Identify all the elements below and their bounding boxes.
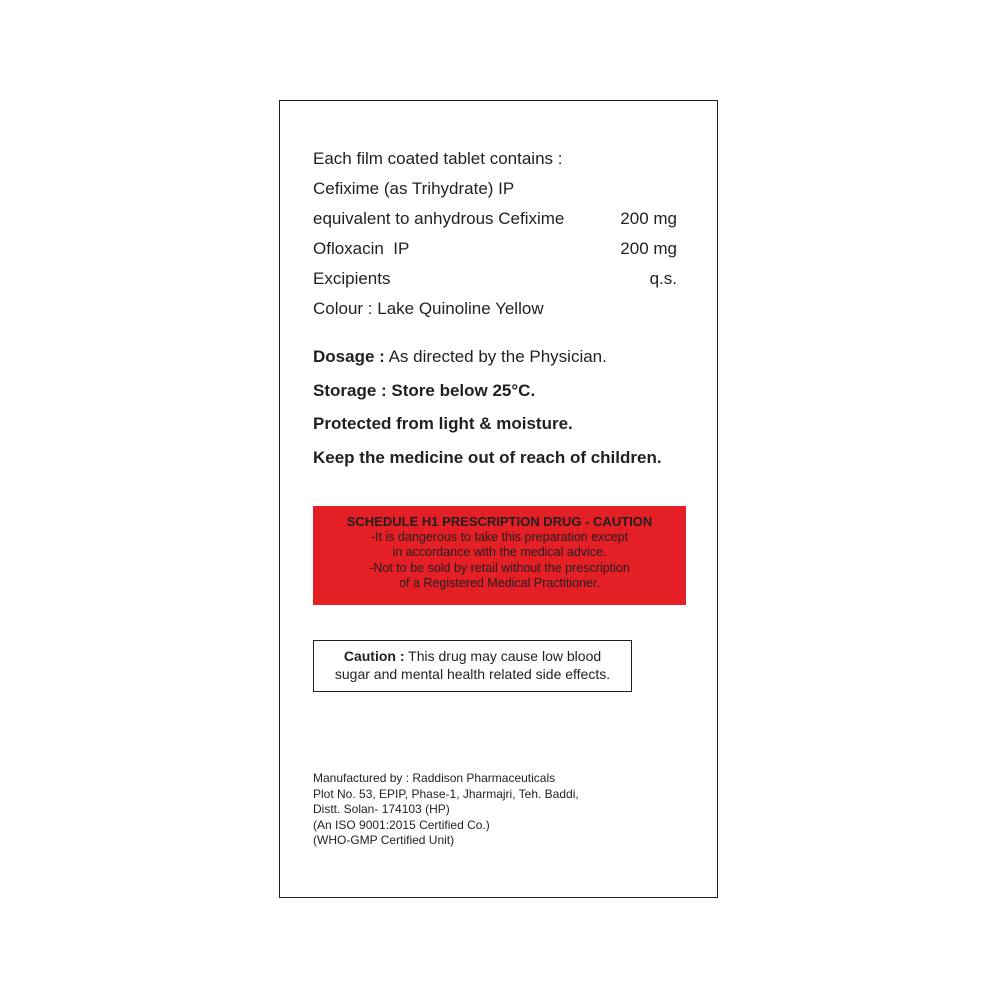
composition-equivalent-qty: 200 mg (620, 209, 677, 228)
caution-text-1: This drug may cause low blood (404, 648, 602, 664)
protect-line: Protected from light & moisture. (313, 414, 573, 433)
composition-colour: Colour : Lake Quinoline Yellow (313, 299, 544, 318)
schedule-line-1: -It is dangerous to take this preparation except (370, 529, 629, 544)
manufacturer-line-2: Plot No. 53, EPIP, Phase-1, Jharmajri, Teh. Baddi, (313, 786, 579, 801)
composition-excipients-row (313, 269, 677, 289)
manufacturer-block (313, 771, 579, 849)
caution-text-2: sugar and mental health related side effects. (334, 666, 611, 682)
composition-cefixime: Cefixime (as Trihydrate) IP (313, 179, 515, 198)
storage-line: Storage : Store below 25°C. (313, 381, 536, 400)
caution-box (313, 640, 632, 692)
schedule-line-3: -Not to be sold by retail without the prescription (369, 560, 630, 575)
schedule-line-4: of a Registered Medical Practitioner. (399, 576, 600, 590)
manufacturer-line-5: (WHO-GMP Certified Unit) (313, 833, 455, 848)
composition-excipients-text: Excipients (313, 269, 391, 288)
composition-equivalent-text: equivalent to anhydrous Cefixime (313, 209, 565, 228)
manufacturer-line-1: Manufactured by : Raddison Pharmaceuticals (313, 771, 556, 785)
dosage-text: As directed by the Physician. (384, 347, 607, 366)
composition-ofloxacin-text: Ofloxacin IP (313, 239, 410, 258)
schedule-h1-warning-box (313, 506, 686, 605)
dosage-label: Dosage : (313, 347, 385, 366)
keep-away-line: Keep the medicine out of reach of children. (313, 448, 662, 467)
caution-label: Caution : (343, 648, 405, 664)
composition-excipients-qty: q.s. (649, 269, 677, 288)
caution-line-1 (314, 647, 631, 665)
composition-heading: Each film coated tablet contains : (313, 149, 563, 168)
manufacturer-line-4: (An ISO 9001:2015 Certified Co.) (313, 817, 490, 832)
medicine-label-panel (279, 100, 718, 898)
schedule-title: SCHEDULE H1 PRESCRIPTION DRUG - CAUTION (346, 514, 653, 529)
composition-ofloxacin-row (313, 239, 677, 259)
manufacturer-line-3: Distt. Solan- 174103 (HP) (313, 802, 450, 817)
composition-equivalent-row (313, 209, 677, 229)
schedule-line-2: in accordance with the medical advice. (392, 545, 607, 559)
composition-ofloxacin-qty: 200 mg (620, 239, 677, 258)
dosage-line (313, 347, 607, 367)
